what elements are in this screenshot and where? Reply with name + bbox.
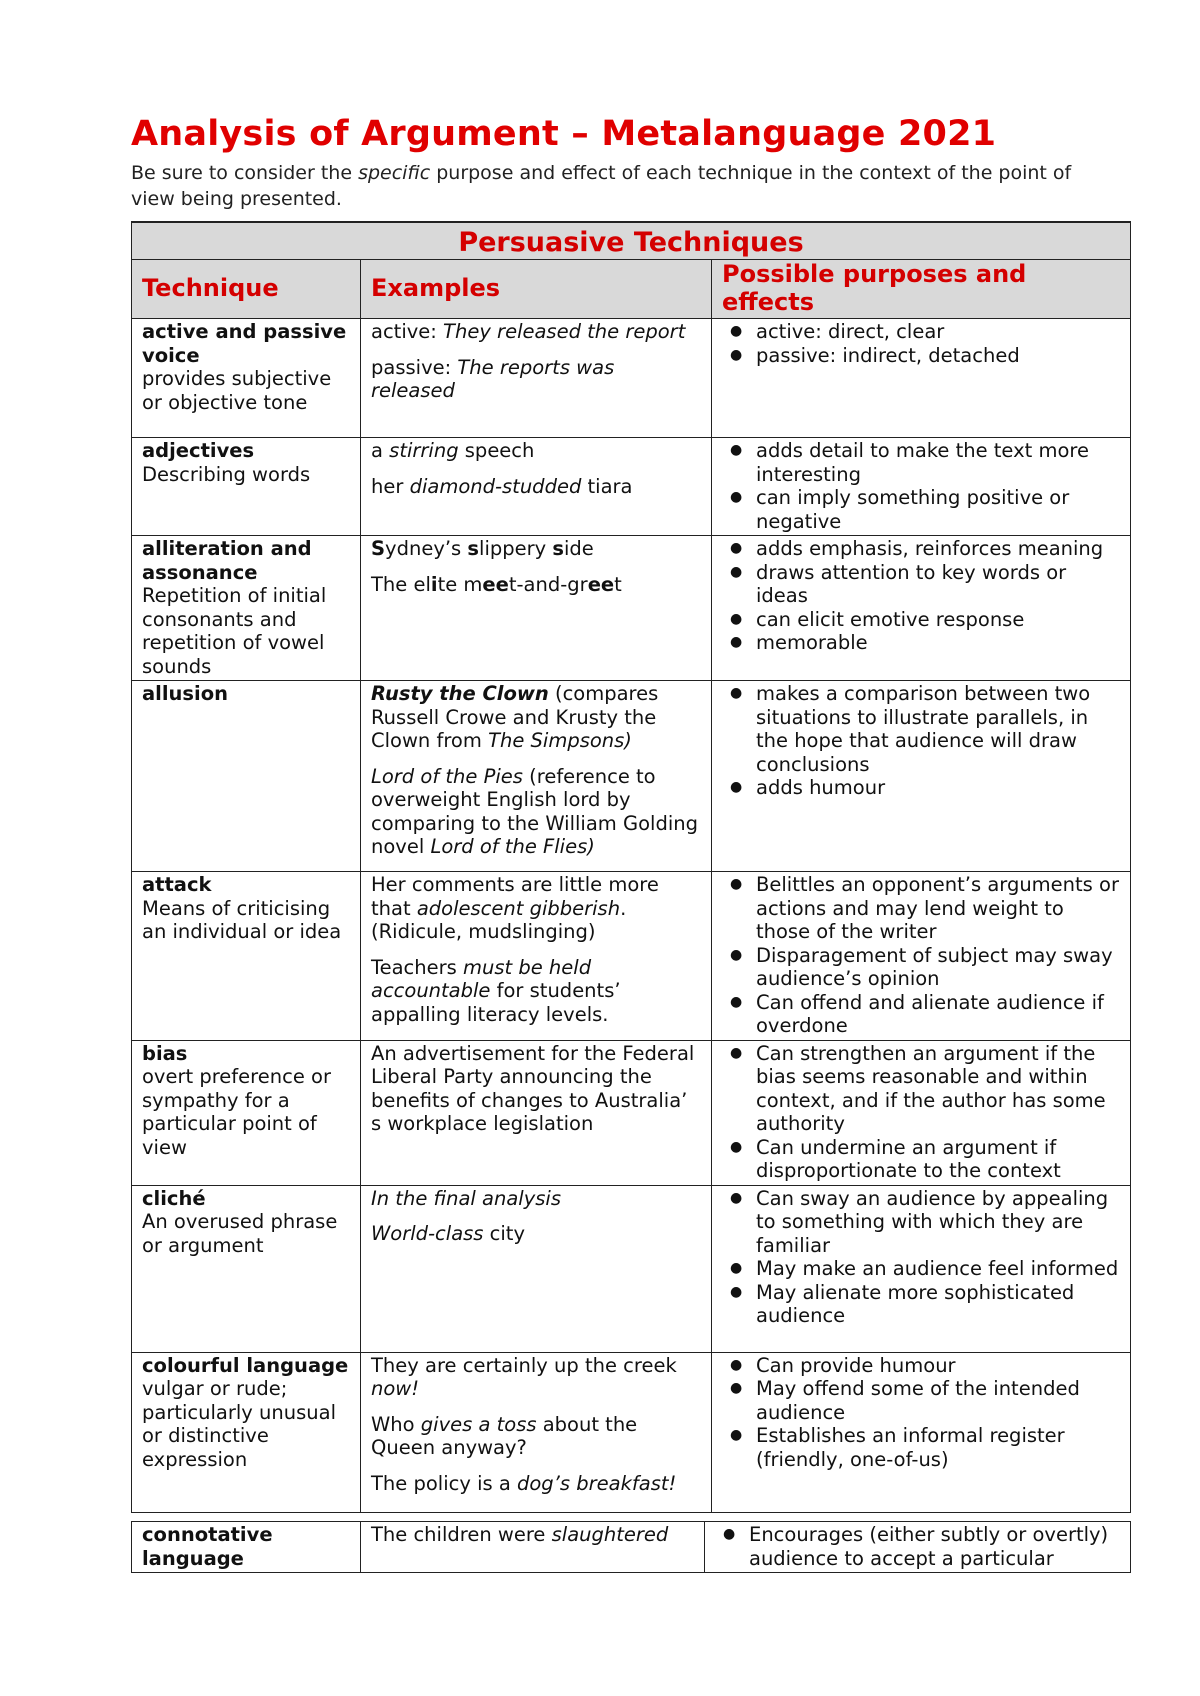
example-text: for students’ appalling literacy levels. bbox=[371, 979, 621, 1026]
example-text: ydney’s bbox=[385, 537, 468, 560]
technique-name: active and passive voice bbox=[142, 320, 347, 367]
examples-cell bbox=[361, 872, 712, 1041]
example-text: t bbox=[614, 572, 622, 596]
technique-cell bbox=[132, 1185, 361, 1352]
technique-cell bbox=[132, 319, 361, 438]
examples-cell bbox=[361, 1522, 705, 1573]
technique-description: Repetition of initial consonants and repetition of vowel sounds bbox=[142, 584, 327, 678]
technique-description: overt preference or sympathy for a particular point of view bbox=[142, 1065, 331, 1159]
example-text: The policy is a bbox=[371, 1471, 517, 1495]
example-text: The el bbox=[371, 572, 431, 596]
effects-list bbox=[722, 682, 1121, 800]
example-text: lippery bbox=[479, 537, 553, 560]
table-header-row bbox=[132, 260, 1131, 319]
example-emphasis: stirring bbox=[389, 439, 459, 462]
table-row bbox=[132, 872, 1131, 1041]
technique-cell bbox=[132, 1522, 361, 1573]
effects-list bbox=[722, 1187, 1121, 1328]
intro-emphasis: specific bbox=[358, 162, 431, 184]
example bbox=[371, 1354, 702, 1401]
header-effects: Possible purposes and effects bbox=[712, 260, 1131, 319]
technique-description: Describing words bbox=[142, 462, 311, 486]
examples-cell bbox=[361, 681, 712, 872]
technique-cell bbox=[132, 1352, 361, 1512]
effect-item: ● makes a comparison between two situations to illustrate parallels, in the hope that audience will draw conclusions bbox=[756, 682, 1121, 776]
technique-name: allusion bbox=[142, 682, 228, 705]
effects-list bbox=[722, 320, 1121, 367]
effects-list bbox=[722, 1042, 1121, 1183]
effects-cell bbox=[712, 1040, 1131, 1185]
technique-cell bbox=[132, 1040, 361, 1185]
example-text: active: bbox=[371, 320, 444, 343]
example-emphasis: diamond-studded bbox=[409, 474, 582, 498]
examples-cell bbox=[361, 1352, 712, 1512]
technique-name: attack bbox=[142, 873, 212, 896]
example-emphasis: dog’s breakfast! bbox=[517, 1471, 677, 1495]
example bbox=[371, 439, 702, 463]
intro-after: purpose and effect of each technique in the context of the point of view being presented. bbox=[131, 162, 1072, 210]
example-text: They are certainly up the creek bbox=[371, 1353, 677, 1377]
sound-highlight: i bbox=[430, 572, 438, 596]
effect-item: ● May alienate more sophisticated audience bbox=[756, 1281, 1121, 1328]
example-text: t-and-gr bbox=[508, 572, 588, 596]
example-emphasis: adolescent gibberish bbox=[416, 896, 621, 920]
effect-item: ● adds detail to make the text more interesting bbox=[756, 439, 1121, 486]
example-emphasis: slaughtered bbox=[551, 1523, 669, 1546]
example bbox=[371, 475, 702, 499]
example bbox=[371, 320, 702, 344]
example bbox=[371, 356, 702, 403]
example bbox=[371, 1413, 702, 1460]
intro-before: Be sure to consider the bbox=[131, 162, 359, 184]
effects-cell bbox=[712, 1352, 1131, 1512]
effects-cell bbox=[712, 536, 1131, 681]
example bbox=[371, 765, 702, 859]
sound-highlight: S bbox=[371, 537, 386, 560]
table-row bbox=[132, 1522, 1131, 1573]
header-examples: Examples bbox=[361, 260, 712, 319]
example bbox=[371, 682, 702, 753]
effects-cell bbox=[712, 681, 1131, 872]
example-text: Her comments are little more that bbox=[371, 873, 659, 920]
techniques-table-continued bbox=[131, 1521, 1131, 1573]
example bbox=[371, 873, 702, 944]
example-text: (reference to overweight English lord by comparing to the William Golding novel bbox=[371, 764, 698, 858]
technique-name: connotative language bbox=[142, 1523, 273, 1570]
example-emphasis: They released the report bbox=[443, 320, 686, 343]
sound-highlight: s bbox=[552, 537, 564, 560]
example-text: about the Queen anyway? bbox=[371, 1412, 638, 1459]
example bbox=[371, 1187, 702, 1211]
table-caption-row bbox=[132, 222, 1131, 260]
effects-list bbox=[722, 873, 1121, 1038]
technique-description: provides subjective or objective tone bbox=[142, 367, 332, 414]
effect-item: ● passive: indirect, detached bbox=[756, 344, 1121, 368]
technique-name: adjectives bbox=[142, 439, 255, 462]
example bbox=[371, 1523, 695, 1547]
technique-name: alliteration and assonance bbox=[142, 537, 312, 584]
example-emphasis: now! bbox=[371, 1377, 420, 1400]
sound-highlight: ee bbox=[482, 572, 509, 596]
example-text: passive: bbox=[371, 355, 458, 379]
example-emphasis: The reports was released bbox=[371, 355, 615, 402]
effect-item: ● May offend some of the intended audience bbox=[756, 1377, 1121, 1424]
effects-cell bbox=[712, 319, 1131, 438]
effect-item: ● Belittles an opponent’s arguments or actions and may lend weight to those of the writer bbox=[756, 873, 1121, 944]
example bbox=[371, 537, 702, 561]
header-technique: Technique bbox=[132, 260, 361, 319]
technique-description: An overused phrase or argument bbox=[142, 1210, 338, 1257]
table-row bbox=[132, 438, 1131, 536]
technique-cell bbox=[132, 536, 361, 681]
example-emphasis: Rusty the Clown bbox=[371, 682, 549, 705]
technique-cell bbox=[132, 438, 361, 536]
example-text: speech bbox=[458, 439, 535, 462]
effect-item: ● Can provide humour bbox=[756, 1354, 1121, 1378]
example: An advertisement for the Federal Liberal Party announcing the benefits of changes to Australia’ s workplace legislation bbox=[371, 1041, 695, 1135]
sound-highlight: s bbox=[467, 537, 480, 560]
example-text: The children were bbox=[371, 1523, 552, 1546]
effects-cell bbox=[705, 1522, 1131, 1573]
example-text: Who bbox=[371, 1412, 421, 1436]
effect-item: ● active: direct, clear bbox=[756, 320, 1121, 344]
table-row bbox=[132, 1040, 1131, 1185]
effects-list bbox=[722, 439, 1121, 533]
sound-highlight: ee bbox=[587, 572, 615, 596]
example-text: tiara bbox=[581, 474, 633, 498]
effect-item: ● Encourages (either subtly or overtly) audience to accept a particular bbox=[749, 1523, 1121, 1570]
example-emphasis: Lord of the Flies) bbox=[430, 835, 595, 858]
examples-cell bbox=[361, 319, 712, 438]
effect-item: ● Disparagement of subject may sway audience’s opinion bbox=[756, 944, 1121, 991]
technique-name: colourful language bbox=[142, 1353, 349, 1377]
page-title: Analysis of Argument – Metalanguage 2021 bbox=[131, 114, 997, 154]
effect-item: ● memorable bbox=[756, 631, 1121, 655]
effect-item: ● adds emphasis, reinforces meaning bbox=[756, 537, 1121, 561]
effect-item: ● Can strengthen an argument if the bias seems reasonable and within context, and if the author has some authority bbox=[756, 1042, 1121, 1136]
example bbox=[371, 956, 702, 1027]
example-emphasis: Lord of the Pies bbox=[371, 764, 523, 788]
example-text: te m bbox=[437, 572, 483, 596]
technique-description: Means of criticising an individual or idea bbox=[142, 896, 342, 943]
example-text: ide bbox=[564, 537, 594, 560]
example-text: a bbox=[371, 439, 390, 462]
effect-item: ● can elicit emotive response bbox=[756, 608, 1121, 632]
example-emphasis: gives a toss bbox=[420, 1412, 537, 1436]
effects-list bbox=[722, 1354, 1121, 1472]
effect-item: ● May make an audience feel informed bbox=[756, 1257, 1121, 1281]
example-text: . (Ridicule, mudslinging) bbox=[371, 896, 627, 943]
technique-name: cliché bbox=[142, 1186, 206, 1210]
effects-cell bbox=[712, 438, 1131, 536]
effect-item: ● adds humour bbox=[756, 776, 1121, 800]
example-emphasis: must be held accountable bbox=[371, 955, 592, 1002]
effects-list bbox=[715, 1523, 1121, 1570]
example-emphasis: The Simpsons) bbox=[488, 729, 632, 752]
examples-cell bbox=[361, 1185, 712, 1352]
table-row bbox=[132, 1352, 1131, 1512]
effect-item: ● Can sway an audience by appealing to something with which they are familiar bbox=[756, 1187, 1121, 1258]
effects-cell bbox=[712, 872, 1131, 1041]
effect-item: ● Can undermine an argument if disproportionate to the context bbox=[756, 1136, 1121, 1183]
example bbox=[371, 573, 702, 597]
effect-item: ● Establishes an informal register (friendly, one-of-us) bbox=[756, 1424, 1121, 1471]
table-row bbox=[132, 536, 1131, 681]
example bbox=[371, 1472, 702, 1496]
effect-item: ● can imply something positive or negative bbox=[756, 486, 1121, 533]
table-row bbox=[132, 1185, 1131, 1352]
techniques-table bbox=[131, 221, 1131, 1513]
technique-description: vulgar or rude; particularly unusual or distinctive expression bbox=[142, 1377, 336, 1471]
example bbox=[371, 1222, 702, 1246]
example-text: her bbox=[371, 474, 410, 498]
table-row bbox=[132, 319, 1131, 438]
effect-item: ● Can offend and alienate audience if overdone bbox=[756, 991, 1121, 1038]
effect-item: ● draws attention to key words or ideas bbox=[756, 561, 1121, 608]
example-emphasis: In the final analysis bbox=[371, 1186, 561, 1210]
table-caption: Persuasive Techniques bbox=[132, 222, 1131, 260]
example-text: city bbox=[483, 1222, 525, 1245]
effects-list bbox=[722, 537, 1121, 655]
examples-cell bbox=[361, 438, 712, 536]
technique-cell bbox=[132, 681, 361, 872]
examples-cell bbox=[361, 1040, 712, 1185]
table-row bbox=[132, 681, 1131, 872]
examples-cell bbox=[361, 536, 712, 681]
technique-cell bbox=[132, 872, 361, 1041]
intro-text bbox=[131, 160, 1091, 212]
example-text: Teachers bbox=[371, 955, 463, 979]
technique-name: bias bbox=[142, 1041, 188, 1065]
example-emphasis: World-class bbox=[371, 1222, 484, 1245]
example-text: (compares Russell Crowe and Krusty the Clown from bbox=[371, 682, 659, 752]
effects-cell bbox=[712, 1185, 1131, 1352]
